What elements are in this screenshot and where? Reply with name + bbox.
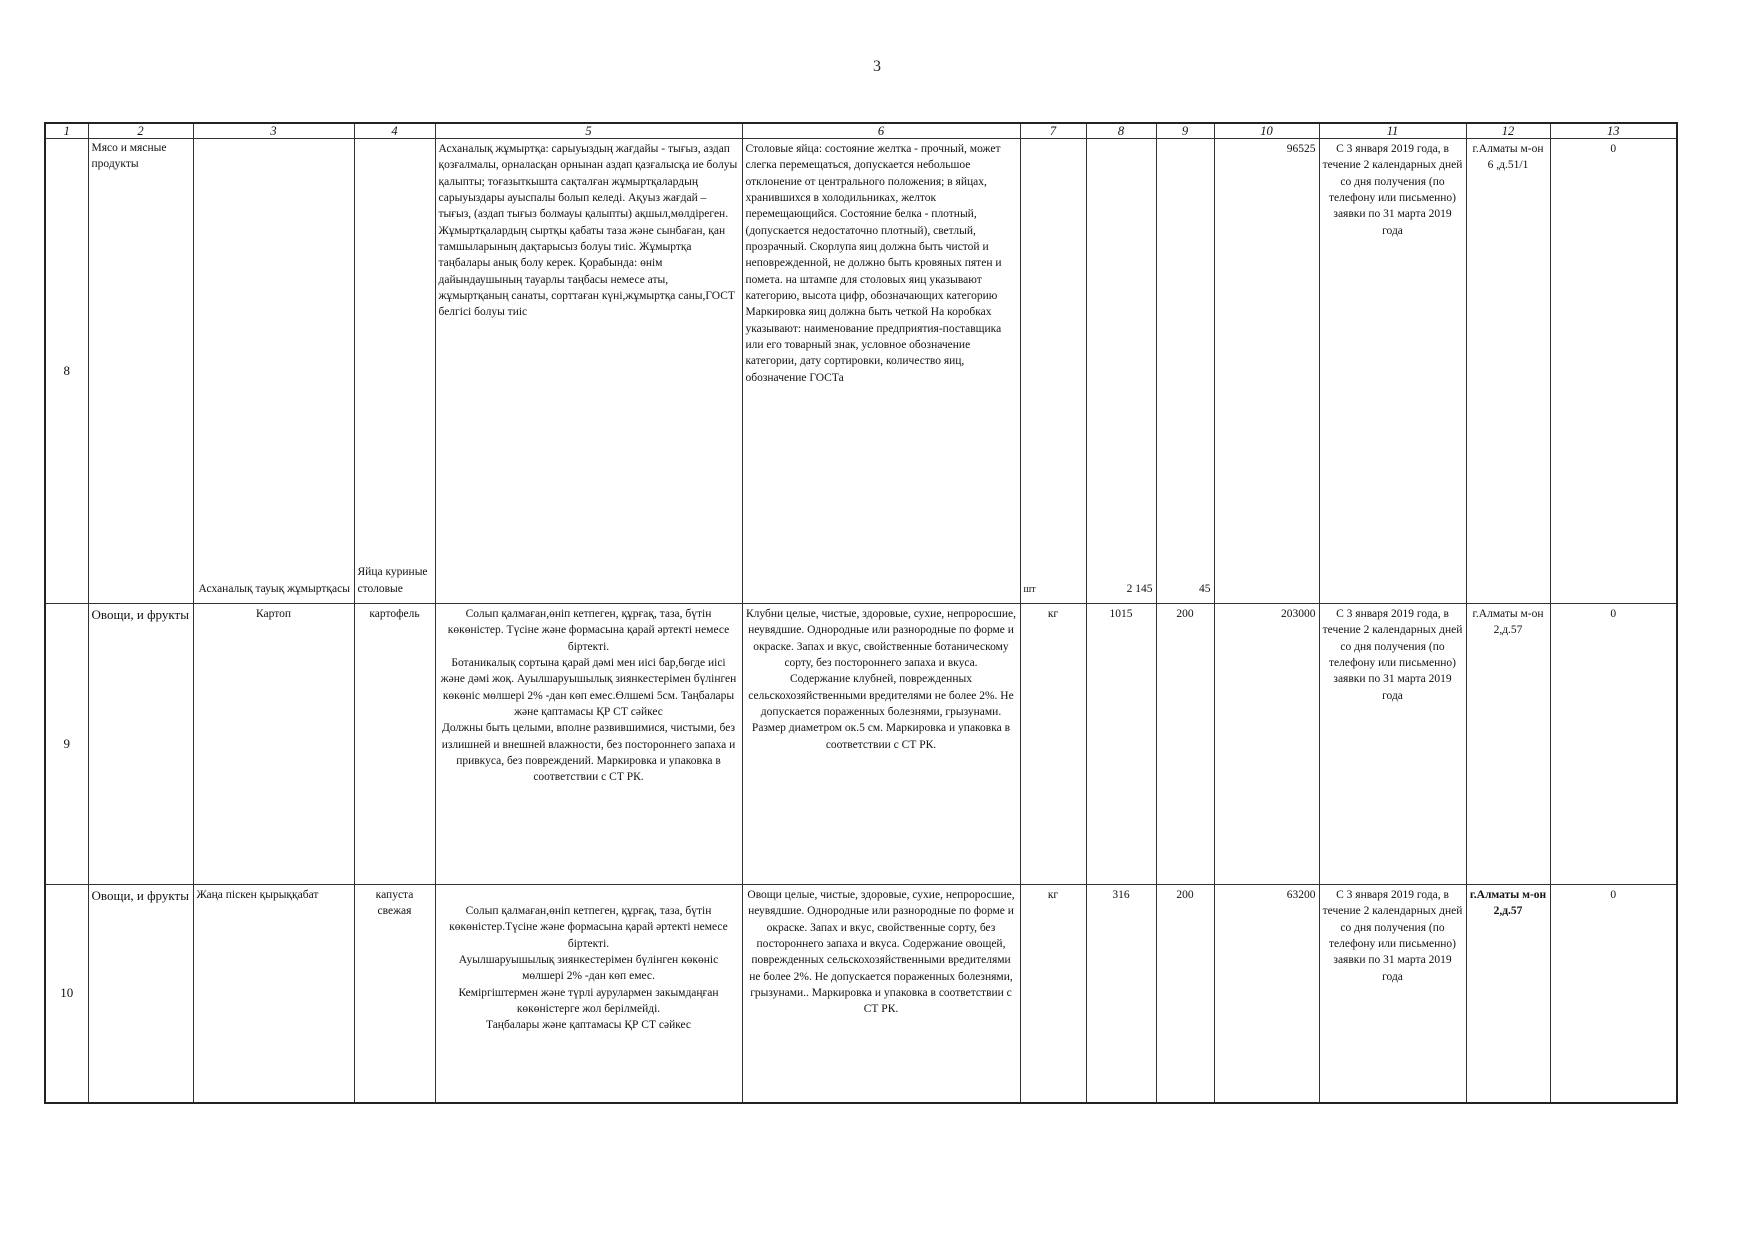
header-cell: 6 [742, 123, 1020, 139]
header-cell: 8 [1086, 123, 1156, 139]
quantity-cell: 1015 [1086, 604, 1156, 885]
sum-cell: 203000 [1214, 604, 1319, 885]
name-ru-cell: капуста свежая [354, 885, 435, 1104]
price-cell [1156, 139, 1214, 604]
header-cell: 12 [1466, 123, 1550, 139]
row-number: 10 [45, 885, 88, 1104]
term-cell: С 3 января 2019 года, в течение 2 календарных дней со дня получения (по телефону или письменно) заявки по 31 марта 2019 года [1319, 885, 1466, 1104]
description-ru-cell: Клубни целые, чистые, здоровые, сухие, непроросшие, неувядшие. Однородные или разнородные по форме и окраске. Запах и вкус, свойственные ботаническому сорту, без постороннего запаха и вкуса. Содержание клубней, поврежденных сельскохозяйственными вредителями не более 2%. Не допускается пораженных болезнями, грызунами. Размер диаметром ок.5 см. Маркировка и упаковка в соответствии с СТ РК. [742, 604, 1020, 885]
header-cell: 1 [45, 123, 88, 139]
header-cell: 4 [354, 123, 435, 139]
category-cell: Мясо и мясные продукты [88, 139, 193, 604]
name-kz-cell [193, 139, 354, 604]
name-kz-cell: Жаңа піскен қырыққабат [193, 885, 354, 1104]
price-cell: 200 [1156, 604, 1214, 885]
description-ru-cell: Столовые яйца: состояние желтка - прочный, может слегка перемещаться, допускается небольшое отклонение от центрального положения; в яйцах, хранившихся в холодильниках, желток перемещающийся. Состояние белка - плотный, (допускается недостаточно плотный), светлый, прозрачный. Скорлупа яиц должна быть чистой и неповрежденной, не должно быть кровяных пятен и помета. на штампе для столовых яиц указывают категорию, высота цифр, обозначающих категорию Маркировка яиц должна быть четкой На коробках указывают: наименование предприятия-поставщика или его товарный знак, условное обозначение категории, дату сортировки, количество яиц, обозначение ГОСТа [742, 139, 1020, 604]
header-cell: 9 [1156, 123, 1214, 139]
quantity-cell: 316 [1086, 885, 1156, 1104]
price-text: 45 [1199, 582, 1211, 595]
advance-cell: 0 [1550, 885, 1677, 1104]
quantity-text: 2 145 [1126, 582, 1153, 595]
place-cell: г.Алматы м-он 6 ,д.51/1 [1466, 139, 1550, 604]
advance-cell: 0 [1550, 604, 1677, 885]
term-cell: С 3 января 2019 года, в течение 2 календарных дней со дня получения (по телефону или письменно) заявки по 31 марта 2019 года [1319, 604, 1466, 885]
name-kz-cell: Картоп [193, 604, 354, 885]
header-cell: 3 [193, 123, 354, 139]
page-number: 3 [873, 58, 881, 75]
header-cell: 11 [1319, 123, 1466, 139]
description-kz-cell: Солып қалмаған,өніп кетпеген, құрғақ, таза, бүтін көкөністер. Түсіне және формасына қарай әртекті немесе біртекті. Ботаникалық сортына қарай дәмі мен иісі бар,бөгде иісі және дәмі жоқ. Ауылшаруышылық зиянкестерімен бүлінген көкөніс мөлшері 2% -дан көп емес.Өлшемі 5см. Таңбалары және қаптамасы ҚР СТ сәйкес Должны быть целыми, вполне развившимися, чистыми, без излишней и внешней влажности, без постороннего запаха и привкуса, без повреждений. Маркировка и упаковка в соответствии с СТ РК. [435, 604, 742, 885]
header-cell: 5 [435, 123, 742, 139]
header-cell: 13 [1550, 123, 1677, 139]
name-ru-cell: картофель [354, 604, 435, 885]
name-ru-text: Яйца куриные столовые [357, 566, 428, 595]
category-cell: Овощи, и фрукты [88, 885, 193, 1104]
header-cell: 7 [1020, 123, 1086, 139]
procurement-table [44, 122, 1678, 1104]
term-cell: С 3 января 2019 года, в течение 2 календарных дней со дня получения (по телефону или письменно) заявки по 31 марта 2019 года [1319, 139, 1466, 604]
row-number: 9 [45, 604, 88, 885]
category-cell: Овощи, и фрукты [88, 604, 193, 885]
table-row [45, 139, 1677, 604]
name-kz-text: Асханалық тауық жұмыртқасы [198, 582, 350, 595]
unit-cell [1020, 139, 1086, 604]
description-kz-cell: Асханалық жұмыртқа: сарыуыздың жағдайы - тығыз, аздап қозғалмалы, орналасқан орнынан аздап қазғалысқа ие болуы қалыпты; тоғазыткышта сақталған жұмыртқалардың сарыуыздары ауыспалы болып келеді. Ақуыз жағдай – тығыз, (аздап тығыз болмауы қалыпты) ақшыл,мөлдіреген. Жұмыртқалардың сыртқы қабаты таза және сынбаған, қан тамшыларының дақтарысыз болуы тиіс. Жұмыртқа таңбалары анық болу керек. Қорабында: өнім дайындаушының тауарлы таңбасы немесе аты, жұмыртқаның санаты, сорттаған күні,жұмыртқа саны,ГОСТ белгісі болуы тиіс [435, 139, 742, 604]
row-number: 8 [45, 139, 88, 604]
table-row [45, 885, 1677, 1104]
table-row [45, 604, 1677, 885]
name-ru-cell [354, 139, 435, 604]
place-cell: г.Алматы м-он 2,д.57 [1466, 604, 1550, 885]
header-cell: 10 [1214, 123, 1319, 139]
price-cell: 200 [1156, 885, 1214, 1104]
sum-cell: 63200 [1214, 885, 1319, 1104]
place-cell: г.Алматы м-он 2,д.57 [1466, 885, 1550, 1104]
header-cell: 2 [88, 123, 193, 139]
header-row [45, 123, 1677, 139]
unit-text: шт [1023, 583, 1036, 595]
unit-cell: кг [1020, 885, 1086, 1104]
description-ru-cell: Овощи целые, чистые, здоровые, сухие, непроросшие, неувядшие. Однородные или разнородные по форме и окраске. Запах и вкус, свойственные сорту, без постороннего запаха и вкуса. Содержание овощей, поврежденных сельскохозяйственными вредителями не более 2%. Не допускается пораженных болезнями, грызунами.. Маркировка и упаковка в соответствии с СТ РК. [742, 885, 1020, 1104]
description-kz-cell: Солып қалмаған,өніп кетпеген, құрғақ, таза, бүтін көкөністер.Түсіне және формасына қарай әртекті немесе біртекті. Ауылшаруышылық зиянкестерімен бүлінген көкөніс мөлшері 2% -дан көп емес. Кеміргіштермен және түрлі аурулармен закымдаңған көкөністерге жол берілмейді. Таңбалары және қаптамасы ҚР СТ сәйкес [435, 885, 742, 1104]
quantity-cell [1086, 139, 1156, 604]
advance-cell: 0 [1550, 139, 1677, 604]
unit-cell: кг [1020, 604, 1086, 885]
sum-cell: 96525 [1214, 139, 1319, 604]
